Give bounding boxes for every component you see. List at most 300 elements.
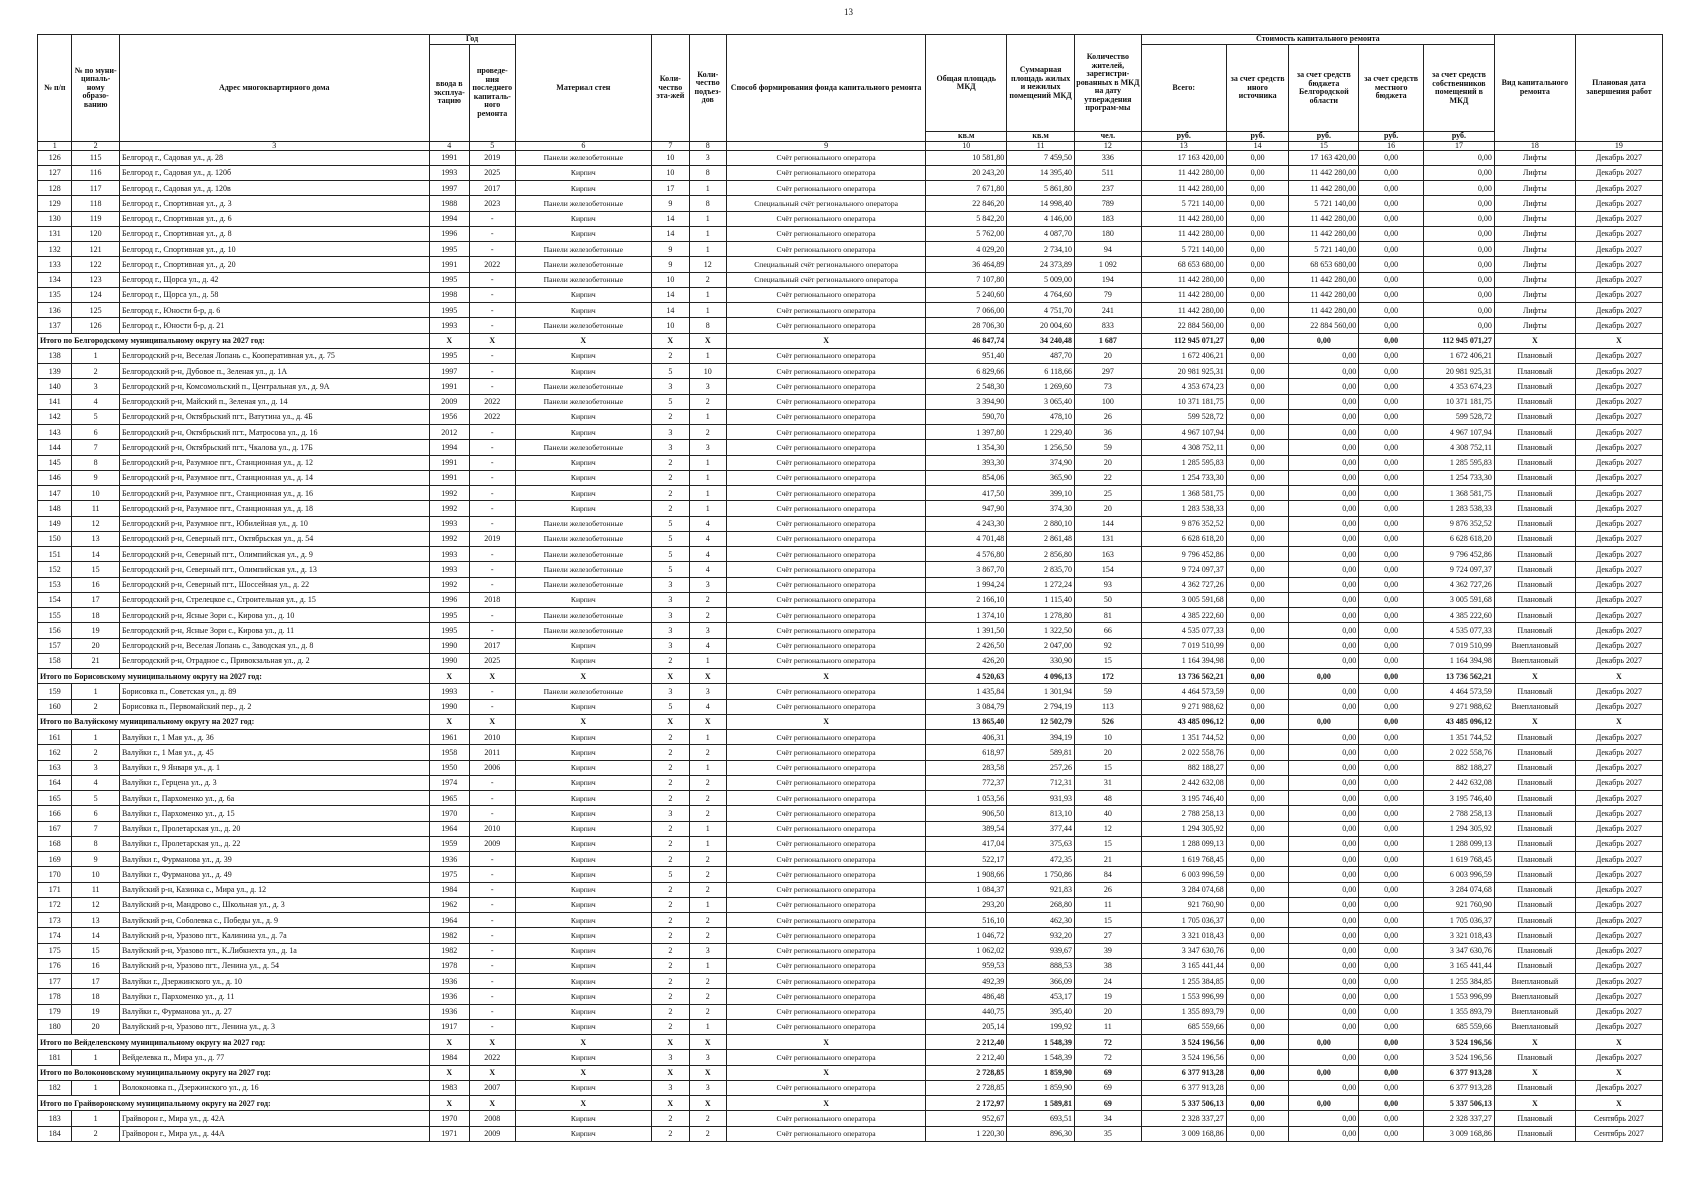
cell-tot: 3 009 168,86 (1141, 1126, 1226, 1141)
cell-n: 166 (38, 806, 72, 821)
cell-mat: Кирпич (515, 226, 652, 241)
cell-reg: 0,00 (1289, 699, 1359, 714)
cell-en: 1 (689, 1019, 726, 1034)
cell-n: 163 (38, 760, 72, 775)
cell-m: 119 (72, 211, 120, 226)
cell-fund: Счёт регионального оператора (726, 562, 925, 577)
cell-sum: 487,70 (1007, 348, 1075, 363)
x-mark: X (652, 1096, 689, 1111)
cell-area: 2 426,50 (926, 638, 1007, 653)
cell-kind: Плановый (1494, 623, 1575, 638)
cell-sum: 462,30 (1007, 913, 1075, 928)
col-header-fund-method: Способ формирования фонда капитального ремонта (726, 35, 925, 142)
cell-oth: 0,00 (1226, 623, 1289, 638)
cell-area: 293,20 (926, 897, 1007, 912)
cell-en: 1 (689, 226, 726, 241)
cell-rep: - (470, 379, 516, 394)
cell-area: 951,40 (926, 348, 1007, 363)
cell-reg: 0,00 (1289, 638, 1359, 653)
cell-en: 1 (689, 836, 726, 851)
cell-loc: 0,00 (1359, 516, 1424, 531)
column-number: 7 (652, 141, 689, 150)
cell-rep: 2010 (470, 821, 516, 836)
cell-addr: Валуйки г., Пролетарская ул., д. 20 (119, 821, 429, 836)
cell-loc: 0,00 (1359, 974, 1424, 989)
cell-loc: 0,00 (1359, 257, 1424, 272)
cell-y: 1974 (429, 775, 469, 790)
column-number: 8 (689, 141, 726, 150)
cell-addr: Белгород г., Щорса ул., д. 42 (119, 272, 429, 287)
cell-date: Декабрь 2027 (1575, 303, 1662, 318)
table-row (38, 409, 1663, 424)
cell-rep: 2009 (470, 1126, 516, 1141)
x-mark: X (689, 1065, 726, 1080)
cell-n: 181 (38, 1050, 72, 1065)
cell-m: 123 (72, 272, 120, 287)
cell-n: 169 (38, 852, 72, 867)
cell-tot: 2 022 558,76 (1141, 745, 1226, 760)
cell-mat: Кирпич (515, 592, 652, 607)
table-row (38, 1080, 1663, 1095)
cell-m: 118 (72, 196, 120, 211)
table-row (38, 1111, 1663, 1126)
cell-res: 26 (1074, 409, 1141, 424)
cell-date: Декабрь 2027 (1575, 821, 1662, 836)
cell-own: 1 285 595,83 (1424, 455, 1495, 470)
cell-area: 522,17 (926, 852, 1007, 867)
cell-own: 2 328 337,27 (1424, 1111, 1495, 1126)
cell-y: 1996 (429, 592, 469, 607)
cell-fund: Счёт регионального оператора (726, 165, 925, 180)
cell-fund: Счёт регионального оператора (726, 684, 925, 699)
cell-tot: 4 308 752,11 (1141, 440, 1226, 455)
cell-rep: - (470, 547, 516, 562)
cell-n: 162 (38, 745, 72, 760)
subtotal-loc: 0,00 (1359, 1035, 1424, 1050)
cell-mat: Кирпич (515, 974, 652, 989)
cell-reg: 0,00 (1289, 455, 1359, 470)
cell-addr: Белгород г., Юности б-р, д. 6 (119, 303, 429, 318)
subtotal-loc: 0,00 (1359, 714, 1424, 729)
cell-n: 150 (38, 531, 72, 546)
cell-n: 130 (38, 211, 72, 226)
col-header-wall-material: Материал стен (515, 35, 652, 142)
subtotal-row (38, 714, 1663, 729)
cell-n: 178 (38, 989, 72, 1004)
cell-fund: Счёт регионального оператора (726, 1004, 925, 1019)
x-mark: X (1494, 333, 1575, 348)
cell-y: 1990 (429, 699, 469, 714)
cell-date: Декабрь 2027 (1575, 440, 1662, 455)
cell-tot: 9 876 352,52 (1141, 516, 1226, 531)
cell-own: 0,00 (1424, 318, 1495, 333)
cell-reg: 0,00 (1289, 623, 1359, 638)
table-row (38, 318, 1663, 333)
cell-date: Декабрь 2027 (1575, 989, 1662, 1004)
cell-oth: 0,00 (1226, 684, 1289, 699)
cell-reg: 11 442 280,00 (1289, 287, 1359, 302)
cell-reg: 11 442 280,00 (1289, 211, 1359, 226)
cell-fund: Счёт регионального оператора (726, 958, 925, 973)
cell-own: 7 019 510,99 (1424, 638, 1495, 653)
cell-mat: Кирпич (515, 364, 652, 379)
cell-addr: Валуйский р-н, Казинка с., Мира ул., д. 12 (119, 882, 429, 897)
cell-loc: 0,00 (1359, 928, 1424, 943)
cell-addr: Белгородский р-н, Октябрьский пгт., Чкалова ул., д. 17Б (119, 440, 429, 455)
cell-m: 2 (72, 699, 120, 714)
cell-rep: - (470, 1004, 516, 1019)
cell-n: 170 (38, 867, 72, 882)
cell-res: 297 (1074, 364, 1141, 379)
table-row (38, 531, 1663, 546)
subtotal-own: 6 377 913,28 (1424, 1065, 1495, 1080)
cell-rep: - (470, 684, 516, 699)
cell-kind: Плановый (1494, 531, 1575, 546)
cell-loc: 0,00 (1359, 226, 1424, 241)
cell-rep: - (470, 226, 516, 241)
cell-own: 1 294 305,92 (1424, 821, 1495, 836)
cell-fl: 14 (652, 287, 689, 302)
cell-en: 2 (689, 974, 726, 989)
cell-sum: 1 301,94 (1007, 684, 1075, 699)
cell-fund: Счёт регионального оператора (726, 821, 925, 836)
cell-fund: Счёт регионального оператора (726, 974, 925, 989)
cell-m: 120 (72, 226, 120, 241)
column-number: 19 (1575, 141, 1662, 150)
cell-date: Декабрь 2027 (1575, 1004, 1662, 1019)
col-header-cost-total: Всего: (1141, 45, 1226, 132)
cell-fl: 5 (652, 699, 689, 714)
cell-fund: Счёт регионального оператора (726, 653, 925, 668)
cell-kind: Плановый (1494, 577, 1575, 592)
cell-area: 417,04 (926, 836, 1007, 851)
cell-reg: 0,00 (1289, 547, 1359, 562)
cell-n: 156 (38, 623, 72, 638)
cell-sum: 2 794,19 (1007, 699, 1075, 714)
cell-fl: 3 (652, 425, 689, 440)
cell-fund: Счёт регионального оператора (726, 394, 925, 409)
cell-mat: Кирпич (515, 913, 652, 928)
cell-n: 165 (38, 791, 72, 806)
cell-reg: 0,00 (1289, 730, 1359, 745)
cell-sum: 888,53 (1007, 958, 1075, 973)
cell-m: 122 (72, 257, 120, 272)
cell-addr: Белгородский р-н, Разумное пгт., Станционная ул., д. 18 (119, 501, 429, 516)
cell-area: 2 166,10 (926, 592, 1007, 607)
cell-reg: 0,00 (1289, 775, 1359, 790)
subtotal-oth: 0,00 (1226, 333, 1289, 348)
cell-y: 1984 (429, 882, 469, 897)
subtotal-oth: 0,00 (1226, 1035, 1289, 1050)
cell-kind: Плановый (1494, 913, 1575, 928)
cell-own: 0,00 (1424, 165, 1495, 180)
cell-reg: 0,00 (1289, 852, 1359, 867)
cell-tot: 1 164 394,98 (1141, 653, 1226, 668)
column-number: 11 (1007, 141, 1075, 150)
column-number: 5 (470, 141, 516, 150)
cell-date: Декабрь 2027 (1575, 547, 1662, 562)
cell-fund: Специальный счёт регионального оператора (726, 272, 925, 287)
cell-kind: Плановый (1494, 348, 1575, 363)
cell-en: 1 (689, 242, 726, 257)
subtotal-label: Итого по Волоконовскому муниципальному округу на 2027 год: (38, 1065, 430, 1080)
table-row (38, 974, 1663, 989)
cell-fl: 10 (652, 318, 689, 333)
subtotal-reg: 0,00 (1289, 714, 1359, 729)
cell-en: 1 (689, 760, 726, 775)
cell-tot: 7 019 510,99 (1141, 638, 1226, 653)
cell-res: 19 (1074, 989, 1141, 1004)
cell-own: 1 255 384,85 (1424, 974, 1495, 989)
cell-own: 2 022 558,76 (1424, 745, 1495, 760)
cell-kind: Плановый (1494, 806, 1575, 821)
cell-fund: Счёт регионального оператора (726, 150, 925, 165)
x-mark: X (726, 669, 925, 684)
cell-en: 2 (689, 882, 726, 897)
cell-fund: Специальный счёт регионального оператора (726, 196, 925, 211)
cell-fl: 3 (652, 1050, 689, 1065)
cell-oth: 0,00 (1226, 882, 1289, 897)
cell-reg: 0,00 (1289, 684, 1359, 699)
cell-rep: 2025 (470, 165, 516, 180)
cell-tot: 4 362 727,26 (1141, 577, 1226, 592)
cell-oth: 0,00 (1226, 943, 1289, 958)
cell-mat: Панели железобетонные (515, 577, 652, 592)
cell-date: Декабрь 2027 (1575, 409, 1662, 424)
column-number: 3 (119, 141, 429, 150)
cell-en: 8 (689, 318, 726, 333)
cell-mat: Кирпич (515, 425, 652, 440)
cell-fl: 5 (652, 531, 689, 546)
cell-m: 15 (72, 562, 120, 577)
cell-loc: 0,00 (1359, 318, 1424, 333)
cell-area: 4 576,80 (926, 547, 1007, 562)
cell-fl: 3 (652, 608, 689, 623)
cell-fund: Счёт регионального оператора (726, 745, 925, 760)
cell-m: 1 (72, 1050, 120, 1065)
cell-sum: 693,51 (1007, 1111, 1075, 1126)
cell-own: 3 009 168,86 (1424, 1126, 1495, 1141)
cell-area: 426,20 (926, 653, 1007, 668)
cell-res: 789 (1074, 196, 1141, 211)
cell-en: 2 (689, 989, 726, 1004)
cell-oth: 0,00 (1226, 974, 1289, 989)
subtotal-area: 4 520,63 (926, 669, 1007, 684)
cell-sum: 1 859,90 (1007, 1080, 1075, 1095)
cell-y: 1950 (429, 760, 469, 775)
unit-regional: руб. (1289, 132, 1359, 142)
cell-fl: 9 (652, 257, 689, 272)
cell-n: 177 (38, 974, 72, 989)
cell-addr: Валуйки г., Пролетарская ул., д. 22 (119, 836, 429, 851)
cell-rep: - (470, 486, 516, 501)
cell-m: 17 (72, 592, 120, 607)
table-row (38, 852, 1663, 867)
cell-n: 180 (38, 1019, 72, 1034)
x-mark: X (515, 1065, 652, 1080)
cell-area: 389,54 (926, 821, 1007, 836)
x-mark: X (652, 333, 689, 348)
cell-addr: Белгородский р-н, Майский п., Зеленая ул., д. 14 (119, 394, 429, 409)
cell-fund: Счёт регионального оператора (726, 806, 925, 821)
cell-kind: Лифты (1494, 272, 1575, 287)
cell-tot: 11 442 280,00 (1141, 303, 1226, 318)
cell-oth: 0,00 (1226, 547, 1289, 562)
x-mark: X (470, 714, 516, 729)
cell-date: Декабрь 2027 (1575, 653, 1662, 668)
cell-oth: 0,00 (1226, 638, 1289, 653)
column-number: 2 (72, 141, 120, 150)
cell-rep: - (470, 318, 516, 333)
table-row (38, 440, 1663, 455)
cell-oth: 0,00 (1226, 989, 1289, 1004)
subtotal-tot: 43 485 096,12 (1141, 714, 1226, 729)
cell-reg: 0,00 (1289, 928, 1359, 943)
cell-res: 20 (1074, 455, 1141, 470)
cell-date: Декабрь 2027 (1575, 867, 1662, 882)
cell-oth: 0,00 (1226, 775, 1289, 790)
cell-rep: 2010 (470, 730, 516, 745)
cell-fl: 2 (652, 989, 689, 1004)
cell-m: 8 (72, 836, 120, 851)
cell-res: 84 (1074, 867, 1141, 882)
cell-area: 5 762,00 (926, 226, 1007, 241)
cell-kind: Плановый (1494, 1080, 1575, 1095)
cell-kind: Плановый (1494, 394, 1575, 409)
cell-loc: 0,00 (1359, 592, 1424, 607)
cell-own: 0,00 (1424, 257, 1495, 272)
cell-reg: 22 884 560,00 (1289, 318, 1359, 333)
cell-reg: 11 442 280,00 (1289, 272, 1359, 287)
cell-fl: 2 (652, 1019, 689, 1034)
subtotal-own: 5 337 506,13 (1424, 1096, 1495, 1111)
cell-fund: Счёт регионального оператора (726, 943, 925, 958)
cell-fl: 2 (652, 760, 689, 775)
cell-fl: 2 (652, 730, 689, 745)
subtotal-tot: 112 945 071,27 (1141, 333, 1226, 348)
cell-mat: Кирпич (515, 303, 652, 318)
cell-res: 27 (1074, 928, 1141, 943)
cell-date: Декабрь 2027 (1575, 913, 1662, 928)
cell-own: 3 524 196,56 (1424, 1050, 1495, 1065)
cell-res: 79 (1074, 287, 1141, 302)
cell-kind: Внеплановый (1494, 974, 1575, 989)
table-row (38, 608, 1663, 623)
cell-reg: 0,00 (1289, 1080, 1359, 1095)
x-mark: X (726, 1035, 925, 1050)
cell-date: Декабрь 2027 (1575, 272, 1662, 287)
cell-reg: 0,00 (1289, 897, 1359, 912)
col-header-commission-year: ввода в эксплуа-тацию (429, 45, 469, 142)
column-number: 6 (515, 141, 652, 150)
cell-addr: Валуйки г., Герцена ул., д. 3 (119, 775, 429, 790)
cell-loc: 0,00 (1359, 531, 1424, 546)
cell-res: 59 (1074, 684, 1141, 699)
cell-area: 20 243,20 (926, 165, 1007, 180)
cell-loc: 0,00 (1359, 684, 1424, 699)
cell-m: 7 (72, 440, 120, 455)
column-number: 16 (1359, 141, 1424, 150)
subtotal-own: 43 485 096,12 (1424, 714, 1495, 729)
cell-sum: 2 734,10 (1007, 242, 1075, 257)
subtotal-reg: 0,00 (1289, 669, 1359, 684)
cell-n: 176 (38, 958, 72, 973)
table-row (38, 303, 1663, 318)
cell-loc: 0,00 (1359, 775, 1424, 790)
cell-kind: Плановый (1494, 440, 1575, 455)
cell-res: 183 (1074, 211, 1141, 226)
cell-date: Декабрь 2027 (1575, 516, 1662, 531)
cell-fund: Счёт регионального оператора (726, 928, 925, 943)
cell-fund: Счёт регионального оператора (726, 1111, 925, 1126)
cell-sum: 365,90 (1007, 470, 1075, 485)
cell-fl: 5 (652, 394, 689, 409)
cell-y: 2009 (429, 394, 469, 409)
table-row (38, 791, 1663, 806)
cell-own: 4 535 077,33 (1424, 623, 1495, 638)
cell-y: 1975 (429, 867, 469, 882)
cell-own: 9 271 988,62 (1424, 699, 1495, 714)
col-header-cost-local: за счет средств местного бюджета (1359, 45, 1424, 132)
cell-rep: - (470, 623, 516, 638)
cell-oth: 0,00 (1226, 745, 1289, 760)
cell-res: 12 (1074, 821, 1141, 836)
cell-n: 157 (38, 638, 72, 653)
cell-n: 141 (38, 394, 72, 409)
cell-n: 164 (38, 775, 72, 790)
cell-rep: - (470, 425, 516, 440)
cell-sum: 921,83 (1007, 882, 1075, 897)
cell-oth: 0,00 (1226, 348, 1289, 363)
cell-en: 1 (689, 730, 726, 745)
cell-tot: 2 788 258,13 (1141, 806, 1226, 821)
table-row (38, 242, 1663, 257)
cell-mat: Кирпич (515, 1080, 652, 1095)
cell-y: 1958 (429, 745, 469, 760)
cell-kind: Плановый (1494, 1050, 1575, 1065)
cell-y: 1956 (429, 409, 469, 424)
cell-y: 1983 (429, 1080, 469, 1095)
cell-en: 2 (689, 913, 726, 928)
cell-kind: Плановый (1494, 958, 1575, 973)
table-row (38, 836, 1663, 851)
col-header-sum-area: Суммарная площадь жилых и нежилых помещений МКД (1007, 35, 1075, 132)
table-row (38, 348, 1663, 363)
cell-m: 8 (72, 455, 120, 470)
cell-date: Декабрь 2027 (1575, 974, 1662, 989)
cell-fund: Счёт регионального оператора (726, 577, 925, 592)
cell-fund: Счёт регионального оператора (726, 730, 925, 745)
x-mark: X (652, 669, 689, 684)
cell-fl: 3 (652, 440, 689, 455)
cell-en: 10 (689, 364, 726, 379)
cell-en: 2 (689, 608, 726, 623)
cell-date: Декабрь 2027 (1575, 379, 1662, 394)
column-number: 13 (1141, 141, 1226, 150)
cell-kind: Лифты (1494, 196, 1575, 211)
cell-tot: 20 981 925,31 (1141, 364, 1226, 379)
cell-fund: Счёт регионального оператора (726, 531, 925, 546)
cell-y: 1971 (429, 1126, 469, 1141)
cell-y: 1970 (429, 806, 469, 821)
col-header-entrances: Коли-чество подъез-дов (689, 35, 726, 142)
cell-fl: 5 (652, 867, 689, 882)
cell-y: 1936 (429, 989, 469, 1004)
table-row (38, 806, 1663, 821)
table-header (38, 35, 1663, 151)
table-row (38, 989, 1663, 1004)
cell-mat: Кирпич (515, 638, 652, 653)
